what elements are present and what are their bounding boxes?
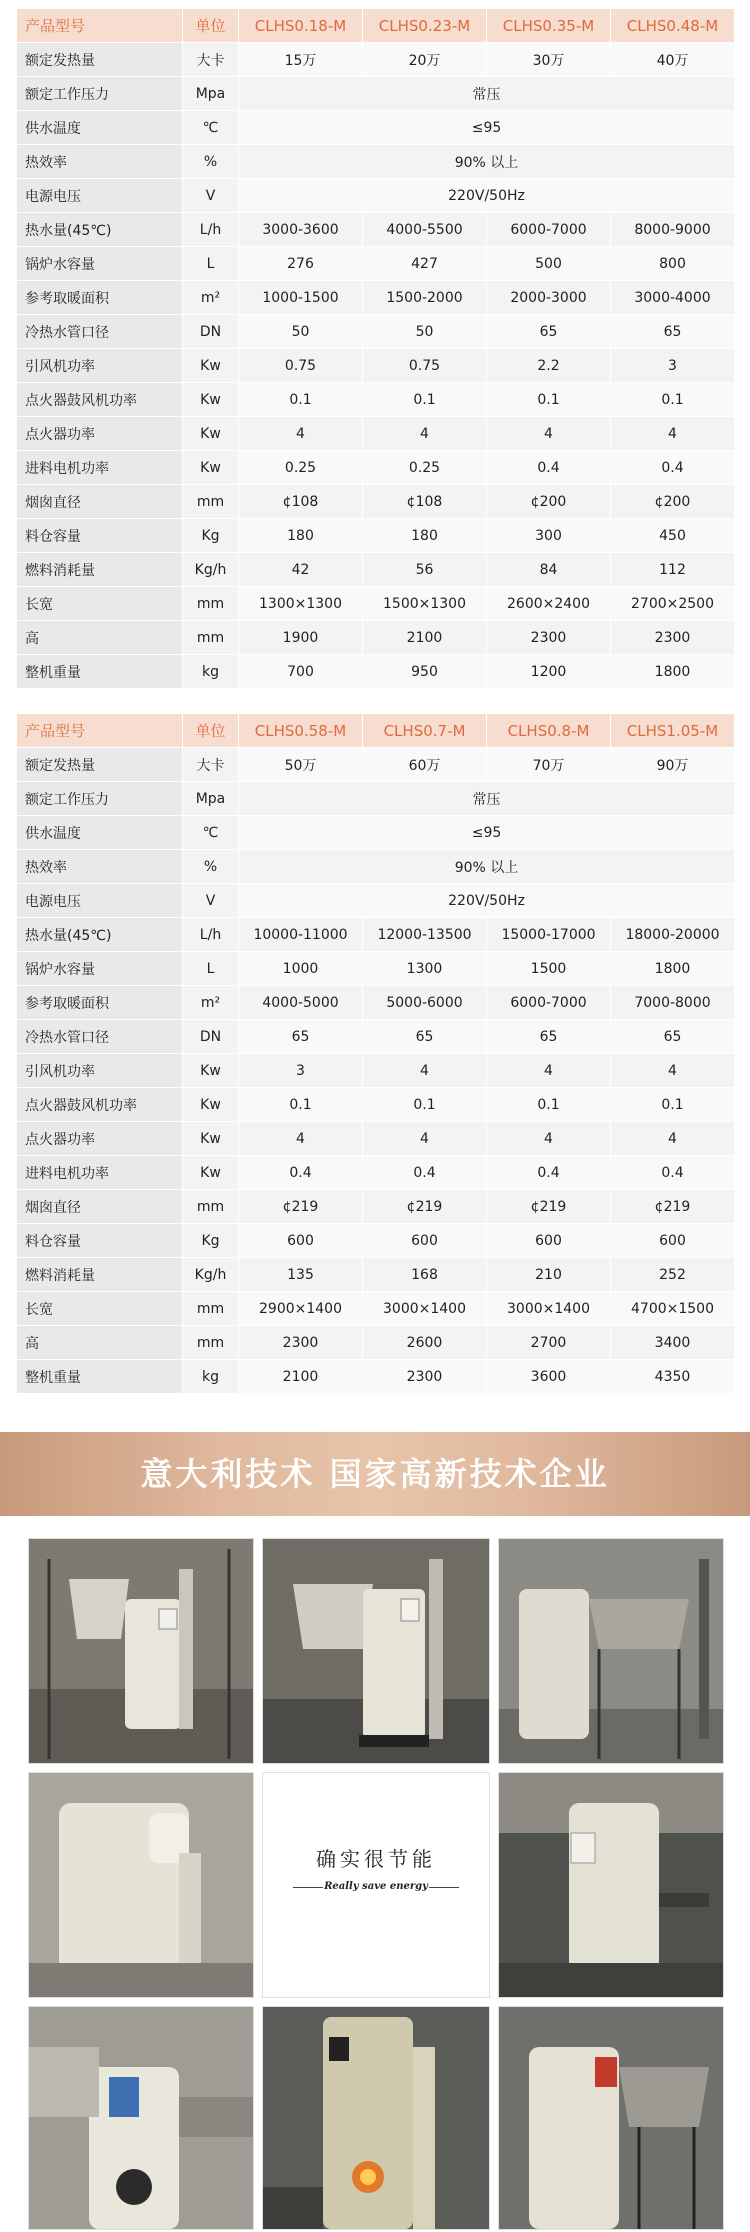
row-value: 0.25: [363, 451, 487, 485]
row-value: 168: [363, 1258, 487, 1292]
row-value: 50: [363, 315, 487, 349]
row-label: 高: [17, 621, 183, 655]
boiler-photo-2: [262, 1538, 490, 1764]
row-label: 额定发热量: [17, 43, 183, 77]
slogan-text-en: Really save energy: [324, 1881, 428, 1892]
header-model-code: CLHS0.23-M: [363, 9, 487, 43]
row-value: 8000-9000: [611, 213, 735, 247]
row-unit: Kw: [183, 383, 239, 417]
row-unit: %: [183, 850, 239, 884]
row-value: 3000-3600: [239, 213, 363, 247]
row-value: 180: [363, 519, 487, 553]
row-value: 1500-2000: [363, 281, 487, 315]
row-value: 65: [487, 1020, 611, 1054]
row-value: 5000-6000: [363, 986, 487, 1020]
row-value: 112: [611, 553, 735, 587]
row-unit: Kw: [183, 1088, 239, 1122]
row-value: 4: [487, 1122, 611, 1156]
row-unit: ℃: [183, 816, 239, 850]
row-value: 4: [487, 1054, 611, 1088]
header-unit: 单位: [183, 714, 239, 748]
row-label: 点火器鼓风机功率: [17, 1088, 183, 1122]
row-value: ¢108: [363, 485, 487, 519]
row-value: ¢219: [487, 1190, 611, 1224]
row-value: 3400: [611, 1326, 735, 1360]
row-value: 950: [363, 655, 487, 689]
row-value: 4: [363, 1054, 487, 1088]
table-row: [17, 247, 735, 281]
row-value: 4000-5000: [239, 986, 363, 1020]
row-label: 整机重量: [17, 655, 183, 689]
table-row: [17, 816, 735, 850]
row-shared-value: 220V/50Hz: [239, 179, 735, 213]
row-value: 18000-20000: [611, 918, 735, 952]
row-value: 0.1: [611, 1088, 735, 1122]
row-value: 4: [611, 1054, 735, 1088]
row-unit: L: [183, 952, 239, 986]
row-label: 电源电压: [17, 179, 183, 213]
row-value: 0.75: [363, 349, 487, 383]
row-label: 额定工作压力: [17, 782, 183, 816]
row-value: 4: [363, 1122, 487, 1156]
table-row: [17, 1020, 735, 1054]
boiler-photo-5: [498, 1772, 724, 1998]
row-value: 20万: [363, 43, 487, 77]
row-shared-value: ≤95: [239, 816, 735, 850]
row-value: 1300×1300: [239, 587, 363, 621]
row-value: 0.1: [487, 383, 611, 417]
row-value: 600: [611, 1224, 735, 1258]
row-value: 65: [611, 315, 735, 349]
header-model: 产品型号: [17, 714, 183, 748]
row-value: 60万: [363, 748, 487, 782]
photo-gallery: [0, 1530, 750, 2232]
row-value: 1900: [239, 621, 363, 655]
row-value: 2.2: [487, 349, 611, 383]
boiler-photo-6: [28, 2006, 254, 2230]
row-value: 180: [239, 519, 363, 553]
row-value: 30万: [487, 43, 611, 77]
row-label: 点火器功率: [17, 1122, 183, 1156]
table-row: [17, 986, 735, 1020]
row-value: ¢200: [487, 485, 611, 519]
row-shared-value: 常压: [239, 77, 735, 111]
table-row: [17, 213, 735, 247]
row-value: 0.1: [363, 1088, 487, 1122]
row-value: 2100: [239, 1360, 363, 1394]
row-unit: Kw: [183, 1054, 239, 1088]
spec-table-2: [16, 713, 735, 1394]
table-row: [17, 1292, 735, 1326]
table-row: [17, 1054, 735, 1088]
row-value: 300: [487, 519, 611, 553]
boiler-photo-7: [262, 2006, 490, 2230]
row-value: 56: [363, 553, 487, 587]
slogan-card: [262, 1772, 490, 1998]
row-value: 2100: [363, 621, 487, 655]
row-unit: L/h: [183, 918, 239, 952]
slogan-divider-right: [429, 1887, 459, 1888]
row-unit: mm: [183, 621, 239, 655]
row-label: 料仓容量: [17, 1224, 183, 1258]
row-value: 500: [487, 247, 611, 281]
row-value: 15万: [239, 43, 363, 77]
row-value: 4: [611, 1122, 735, 1156]
row-unit: DN: [183, 1020, 239, 1054]
row-unit: Kw: [183, 1122, 239, 1156]
row-value: 1500×1300: [363, 587, 487, 621]
row-value: 3: [239, 1054, 363, 1088]
row-value: 3000×1400: [487, 1292, 611, 1326]
row-label: 供水温度: [17, 816, 183, 850]
boiler-photo-1: [28, 1538, 254, 1764]
table-row: [17, 748, 735, 782]
boiler-photo-4: [28, 1772, 254, 1998]
row-label: 进料电机功率: [17, 451, 183, 485]
row-value: 84: [487, 553, 611, 587]
row-value: 2300: [611, 621, 735, 655]
row-value: 4: [611, 417, 735, 451]
row-label: 烟囱直径: [17, 1190, 183, 1224]
table-row: [17, 621, 735, 655]
row-value: 4: [487, 417, 611, 451]
row-value: 1300: [363, 952, 487, 986]
row-unit: mm: [183, 1292, 239, 1326]
header-unit: 单位: [183, 9, 239, 43]
table-row: [17, 383, 735, 417]
row-label: 电源电压: [17, 884, 183, 918]
row-value: 0.4: [611, 451, 735, 485]
row-value: 65: [363, 1020, 487, 1054]
row-value: 0.25: [239, 451, 363, 485]
row-value: 6000-7000: [487, 986, 611, 1020]
row-label: 进料电机功率: [17, 1156, 183, 1190]
row-value: 0.4: [363, 1156, 487, 1190]
row-value: 0.1: [487, 1088, 611, 1122]
table-row: [17, 655, 735, 689]
header-model-code: CLHS0.18-M: [239, 9, 363, 43]
row-value: 0.4: [239, 1156, 363, 1190]
row-value: 3000×1400: [363, 1292, 487, 1326]
row-shared-value: ≤95: [239, 111, 735, 145]
table-row: [17, 1326, 735, 1360]
table-row: [17, 111, 735, 145]
row-value: 700: [239, 655, 363, 689]
row-unit: Kw: [183, 1156, 239, 1190]
row-label: 额定工作压力: [17, 77, 183, 111]
row-value: 600: [363, 1224, 487, 1258]
row-value: 276: [239, 247, 363, 281]
table-row: [17, 43, 735, 77]
row-value: 4: [239, 417, 363, 451]
row-label: 热效率: [17, 850, 183, 884]
row-value: 3: [611, 349, 735, 383]
table-row: [17, 918, 735, 952]
row-unit: kg: [183, 655, 239, 689]
row-unit: Kw: [183, 349, 239, 383]
row-value: 3000-4000: [611, 281, 735, 315]
row-value: ¢219: [363, 1190, 487, 1224]
row-unit: Kg: [183, 519, 239, 553]
row-label: 烟囱直径: [17, 485, 183, 519]
header-model-code: CLHS0.35-M: [487, 9, 611, 43]
row-value: 4000-5500: [363, 213, 487, 247]
row-unit: 大卡: [183, 748, 239, 782]
header-model: 产品型号: [17, 9, 183, 43]
row-label: 参考取暖面积: [17, 986, 183, 1020]
row-label: 热水量(45℃): [17, 213, 183, 247]
row-value: 0.1: [239, 383, 363, 417]
row-value: 4: [239, 1122, 363, 1156]
row-value: 0.4: [611, 1156, 735, 1190]
row-value: 1000-1500: [239, 281, 363, 315]
table-row: [17, 1122, 735, 1156]
row-value: 40万: [611, 43, 735, 77]
row-value: 2300: [239, 1326, 363, 1360]
table-row: [17, 1088, 735, 1122]
row-label: 长宽: [17, 1292, 183, 1326]
row-value: 427: [363, 247, 487, 281]
row-value: 252: [611, 1258, 735, 1292]
row-unit: mm: [183, 1326, 239, 1360]
row-value: 1800: [611, 952, 735, 986]
row-label: 供水温度: [17, 111, 183, 145]
table-row: [17, 782, 735, 816]
table-row: [17, 587, 735, 621]
row-value: 6000-7000: [487, 213, 611, 247]
row-label: 引风机功率: [17, 1054, 183, 1088]
row-unit: mm: [183, 485, 239, 519]
row-value: ¢108: [239, 485, 363, 519]
row-label: 燃料消耗量: [17, 553, 183, 587]
row-value: 2000-3000: [487, 281, 611, 315]
banner: [0, 1420, 750, 1530]
row-value: 0.75: [239, 349, 363, 383]
slogan-text-cn: 确实很节能: [316, 1847, 436, 1871]
row-label: 锅炉水容量: [17, 247, 183, 281]
header-model-code: CLHS0.8-M: [487, 714, 611, 748]
table-row: [17, 145, 735, 179]
row-unit: m²: [183, 986, 239, 1020]
row-value: ¢219: [239, 1190, 363, 1224]
row-value: 12000-13500: [363, 918, 487, 952]
row-value: 600: [239, 1224, 363, 1258]
table-row: [17, 519, 735, 553]
row-value: 42: [239, 553, 363, 587]
row-label: 整机重量: [17, 1360, 183, 1394]
row-label: 点火器鼓风机功率: [17, 383, 183, 417]
row-unit: kg: [183, 1360, 239, 1394]
row-value: 135: [239, 1258, 363, 1292]
boiler-photo-3: [498, 1538, 724, 1764]
row-value: 2700×2500: [611, 587, 735, 621]
row-shared-value: 220V/50Hz: [239, 884, 735, 918]
table-row: [17, 179, 735, 213]
row-label: 额定发热量: [17, 748, 183, 782]
row-unit: L: [183, 247, 239, 281]
table-row: [17, 850, 735, 884]
banner-title: 意大利技术 国家高新技术企业: [140, 1455, 610, 1493]
row-value: 90万: [611, 748, 735, 782]
row-value: 70万: [487, 748, 611, 782]
row-value: ¢200: [611, 485, 735, 519]
row-value: ¢219: [611, 1190, 735, 1224]
row-value: 3600: [487, 1360, 611, 1394]
row-label: 长宽: [17, 587, 183, 621]
row-unit: V: [183, 884, 239, 918]
row-value: 0.1: [239, 1088, 363, 1122]
row-unit: DN: [183, 315, 239, 349]
row-label: 冷热水管口径: [17, 315, 183, 349]
table-row: [17, 315, 735, 349]
row-value: 0.1: [363, 383, 487, 417]
table-row: [17, 417, 735, 451]
row-value: 0.1: [611, 383, 735, 417]
table-row: [17, 1360, 735, 1394]
row-value: 2600×2400: [487, 587, 611, 621]
row-unit: 大卡: [183, 43, 239, 77]
row-value: 600: [487, 1224, 611, 1258]
row-value: 800: [611, 247, 735, 281]
row-unit: Mpa: [183, 782, 239, 816]
row-label: 参考取暖面积: [17, 281, 183, 315]
row-value: 210: [487, 1258, 611, 1292]
row-unit: mm: [183, 587, 239, 621]
row-label: 点火器功率: [17, 417, 183, 451]
table-row: [17, 1156, 735, 1190]
row-value: 2700: [487, 1326, 611, 1360]
table-row: [17, 281, 735, 315]
row-value: 2900×1400: [239, 1292, 363, 1326]
row-value: 450: [611, 519, 735, 553]
row-label: 燃料消耗量: [17, 1258, 183, 1292]
row-value: 4700×1500: [611, 1292, 735, 1326]
row-label: 冷热水管口径: [17, 1020, 183, 1054]
boiler-photo-8: [498, 2006, 724, 2230]
row-value: 2600: [363, 1326, 487, 1360]
row-unit: V: [183, 179, 239, 213]
row-value: 10000-11000: [239, 918, 363, 952]
row-value: 15000-17000: [487, 918, 611, 952]
banner-strip: [0, 1432, 750, 1516]
table-row: [17, 553, 735, 587]
row-unit: ℃: [183, 111, 239, 145]
row-value: 1200: [487, 655, 611, 689]
table-row: [17, 884, 735, 918]
row-unit: Kg: [183, 1224, 239, 1258]
row-value: 50万: [239, 748, 363, 782]
row-unit: Kg/h: [183, 553, 239, 587]
row-value: 1500: [487, 952, 611, 986]
row-value: 2300: [363, 1360, 487, 1394]
row-label: 高: [17, 1326, 183, 1360]
row-value: 7000-8000: [611, 986, 735, 1020]
row-label: 热水量(45℃): [17, 918, 183, 952]
row-value: 65: [611, 1020, 735, 1054]
row-unit: Kw: [183, 417, 239, 451]
table-header-row: [17, 9, 735, 43]
table-row: [17, 451, 735, 485]
row-value: 65: [239, 1020, 363, 1054]
table-row: [17, 1224, 735, 1258]
row-label: 引风机功率: [17, 349, 183, 383]
row-label: 热效率: [17, 145, 183, 179]
row-label: 料仓容量: [17, 519, 183, 553]
table-row: [17, 1190, 735, 1224]
row-unit: L/h: [183, 213, 239, 247]
table-row: [17, 485, 735, 519]
row-shared-value: 90% 以上: [239, 850, 735, 884]
header-model-code: CLHS1.05-M: [611, 714, 735, 748]
table-row: [17, 1258, 735, 1292]
table-header-row: [17, 714, 735, 748]
row-value: 1000: [239, 952, 363, 986]
table-row: [17, 952, 735, 986]
row-shared-value: 90% 以上: [239, 145, 735, 179]
row-unit: m²: [183, 281, 239, 315]
table-row: [17, 349, 735, 383]
row-value: 4: [363, 417, 487, 451]
row-value: 50: [239, 315, 363, 349]
header-model-code: CLHS0.48-M: [611, 9, 735, 43]
row-unit: Kw: [183, 451, 239, 485]
table-row: [17, 77, 735, 111]
row-unit: %: [183, 145, 239, 179]
header-model-code: CLHS0.7-M: [363, 714, 487, 748]
row-value: 0.4: [487, 1156, 611, 1190]
row-value: 2300: [487, 621, 611, 655]
row-shared-value: 常压: [239, 782, 735, 816]
header-model-code: CLHS0.58-M: [239, 714, 363, 748]
row-unit: Kg/h: [183, 1258, 239, 1292]
row-value: 0.4: [487, 451, 611, 485]
row-label: 锅炉水容量: [17, 952, 183, 986]
row-unit: Mpa: [183, 77, 239, 111]
row-unit: mm: [183, 1190, 239, 1224]
spec-table-1: [16, 8, 735, 689]
row-value: 65: [487, 315, 611, 349]
row-value: 4350: [611, 1360, 735, 1394]
row-value: 1800: [611, 655, 735, 689]
